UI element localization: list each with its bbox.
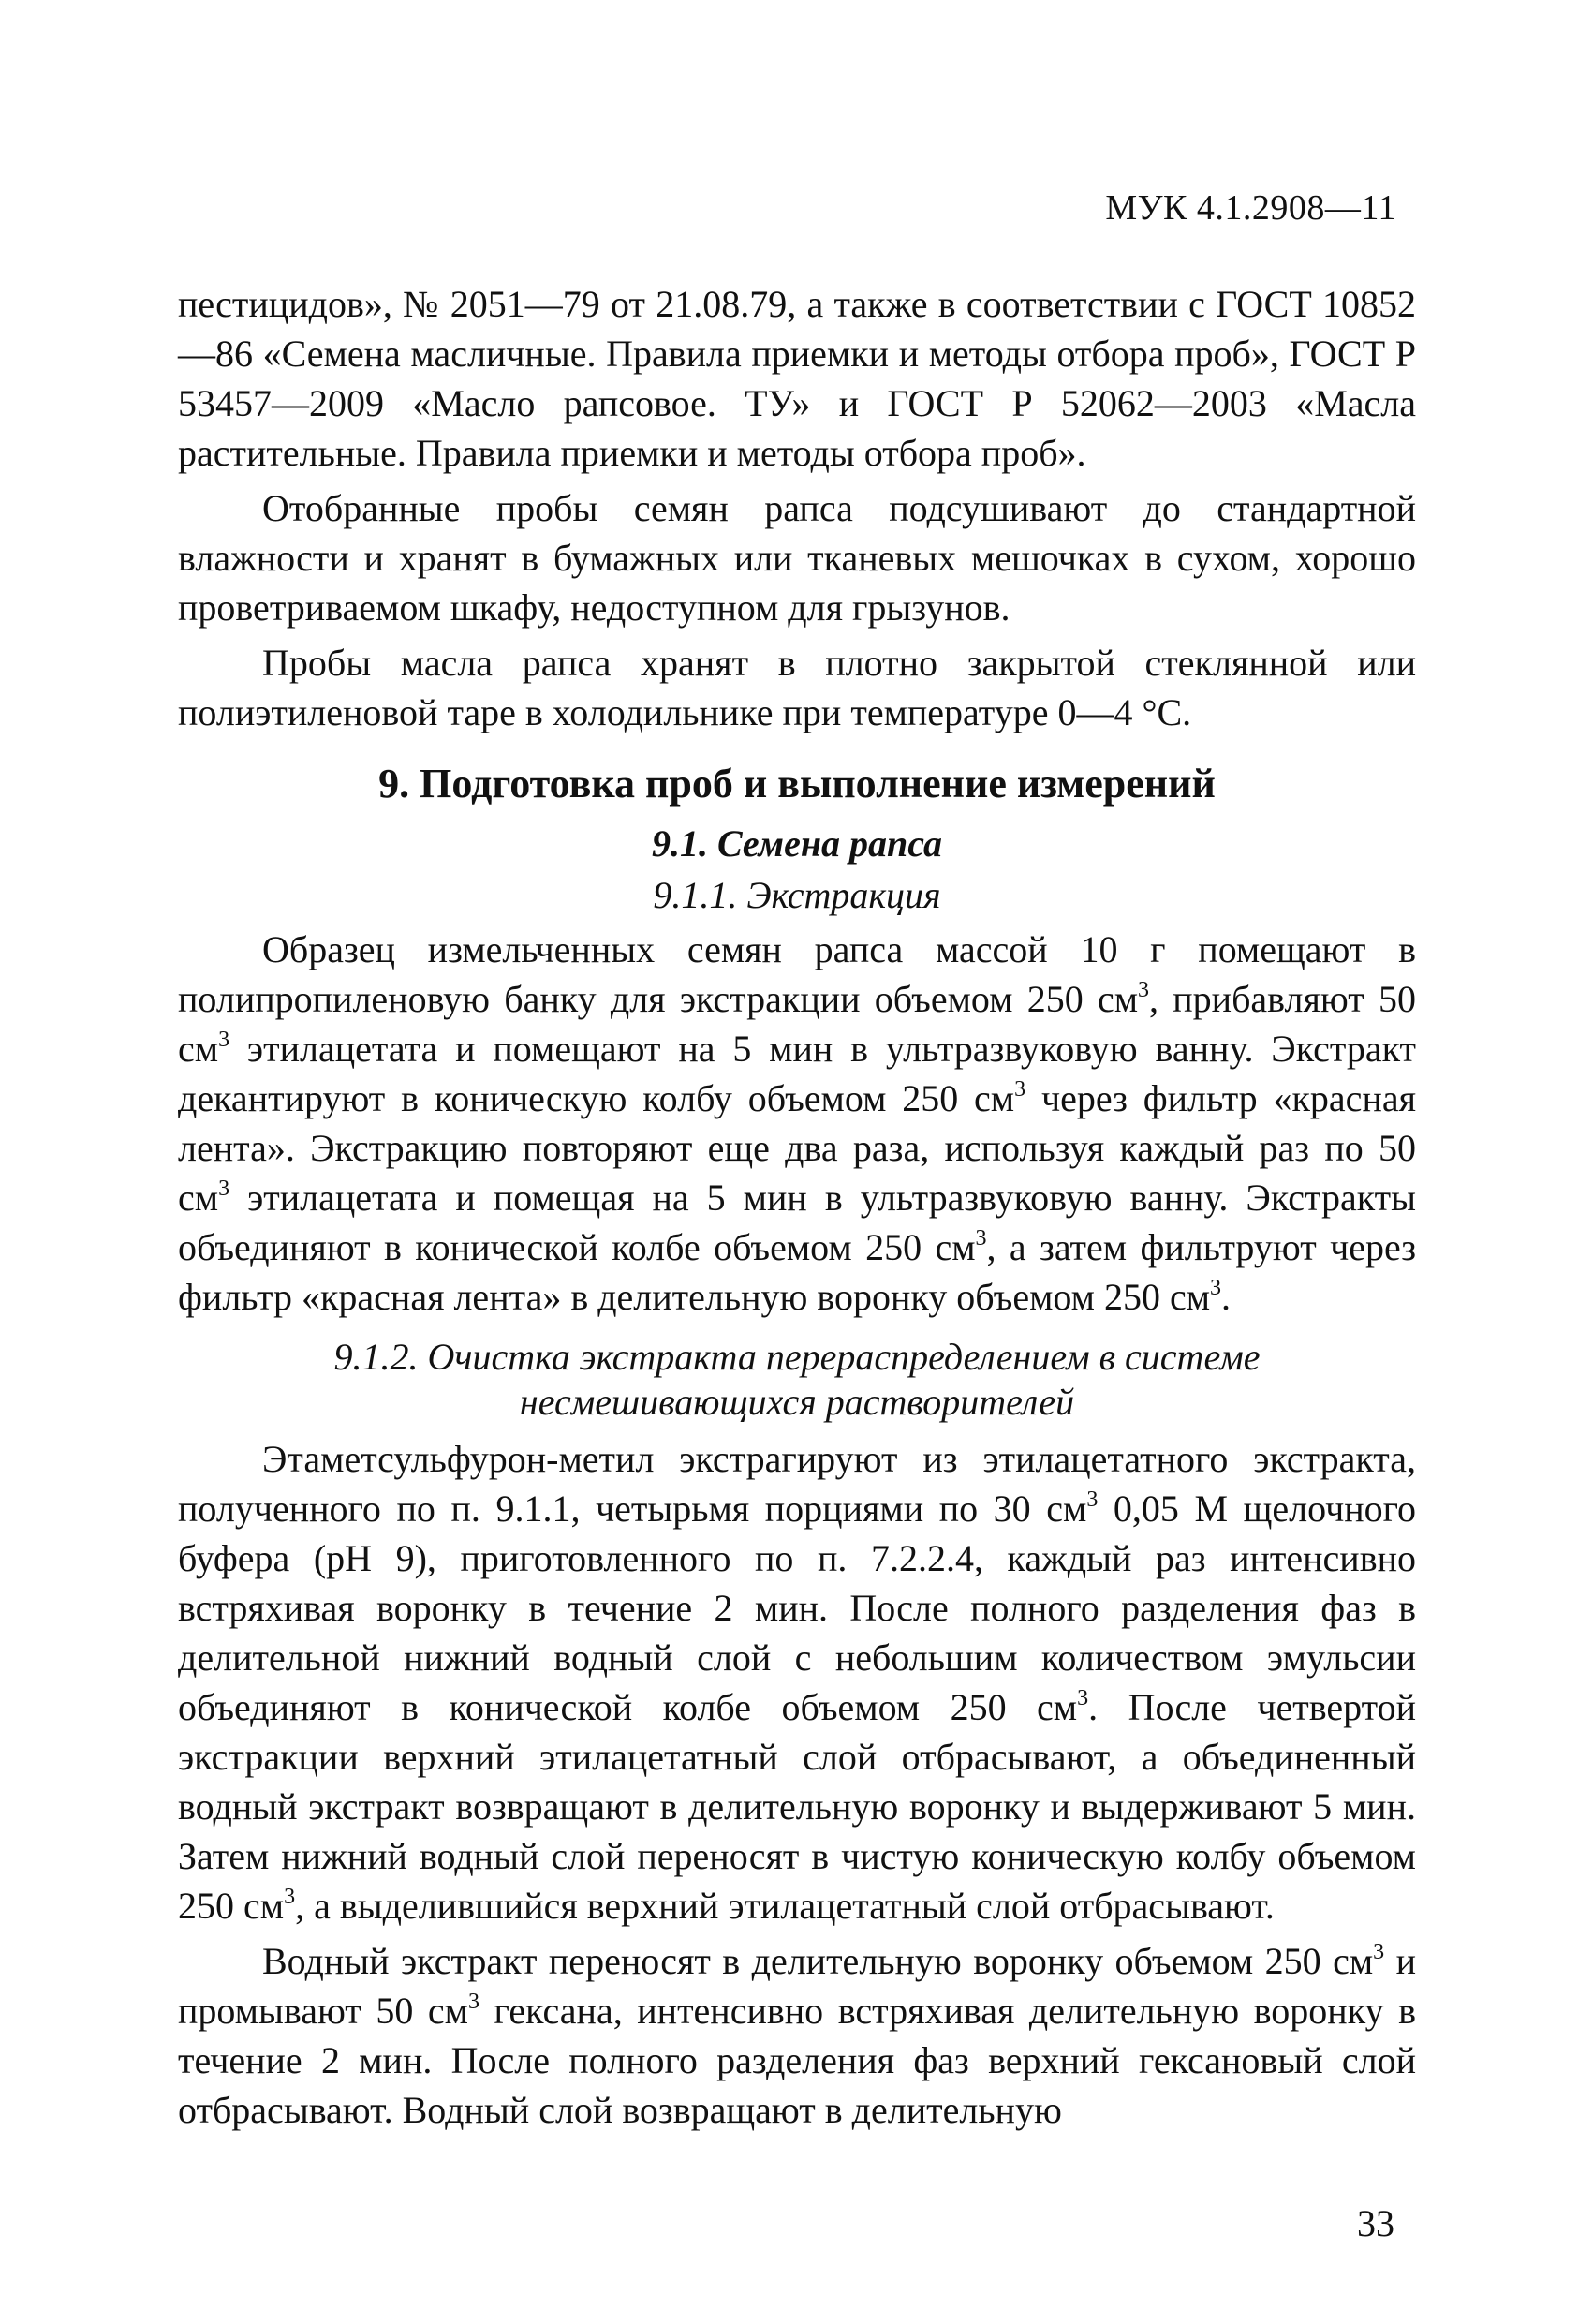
paragraph-continuation: пестицидов», № 2051—79 от 21.08.79, а также в соответствии с ГОСТ 10852—86 «Семена масличные. Правила приемки и методы отбора проб», ГОСТ Р 53457—2009 «Масло рапсовое. ТУ» и ГОСТ Р 52062—2003 «Масла растительные. Правила приемки и методы отбора проб». bbox=[178, 283, 1416, 474]
paragraph-storage-oil: Пробы масла рапса хранят в плотно закрытой стеклянной или полиэтиленовой таре в холодильнике при температуре 0—4 °C. bbox=[178, 642, 1416, 733]
document-code-header: МУК 4.1.2908—11 bbox=[1105, 188, 1396, 228]
subsection-heading: 9.1. Семена рапса bbox=[651, 822, 943, 865]
section-heading: 9. Подготовка проб и выполнение измерений bbox=[378, 761, 1216, 807]
paragraph-cleanup-2: Водный экстракт переносят в делительную воронку объемом 250 $см^3$ и промывают 50 $см^3$ гексана, интенсивно встряхивая делительную воронку в течение 2 мин. После полного разделения фаз верхний гексановый слой отбрасывают. Водный слой возвращают в делительную bbox=[178, 1940, 1416, 2131]
page-number: 33 bbox=[1357, 2202, 1394, 2244]
document-body bbox=[178, 279, 1416, 2140]
paragraph-storage-seeds: Отобранные пробы семян рапса подсушивают до стандартной влажности и хранят в бумажных или тканевых мешочках в сухом, хорошо проветриваемом шкафу, недоступном для грызунов. bbox=[178, 487, 1416, 629]
paragraph-cleanup-1: Этаметсульфурон-метил экстрагируют из этилацетатного экстракта, полученного по п. 9.1.1, четырьмя порциями по 30 $см^3$ 0,05 М щелочного буфера (рН 9), приготовленного по п. 7.2.2.4, каждый раз интенсивно встряхивая воронку в течение 2 мин. После полного разделения фаз в делительной нижний водный слой с небольшим количеством эмульсии объединяют в конической колбе объемом 250 $см^3$. После четвертой экстракции верхний этилацетатный слой отбрасывают, а объединенный водный экстракт возвращают в делительную воронку и выдерживают 5 мин. Затем нижний водный слой переносят в чистую коническую колбу объемом 250 $см^3$, а выделившийся верхний этилацетатный слой отбрасывают. bbox=[178, 1438, 1417, 1927]
paragraph-extraction: Образец измельченных семян рапса массой 10 г помещают в полипропиленовую банку для экстракции объемом 250 $см^3$, прибавляют 50 $см^3$ этилацетата и помещают на 5 мин в ультразвуковую ванну. Экстракт декантируют в коническую колбу объемом 250 $см^3$ через фильтр «красная лента». Экстракцию повторяют еще два раза, используя каждый раз по 50 $см^3$ этилацетата и помещая на 5 мин в ультразвуковую ванну. Экстракты объединяют в конической колбе объемом 250 $см^3$, а затем фильтруют через фильтр «красная лента» в делительную воронку объемом 250 $см^3$. bbox=[178, 928, 1417, 1318]
subsubsection-heading-extraction: 9.1.1. Экстракция bbox=[653, 874, 941, 916]
subsubsection-heading-cleanup: 9.1.2. Очистка экстракта перераспределением в системе несмешивающихся растворителей bbox=[333, 1336, 1261, 1423]
